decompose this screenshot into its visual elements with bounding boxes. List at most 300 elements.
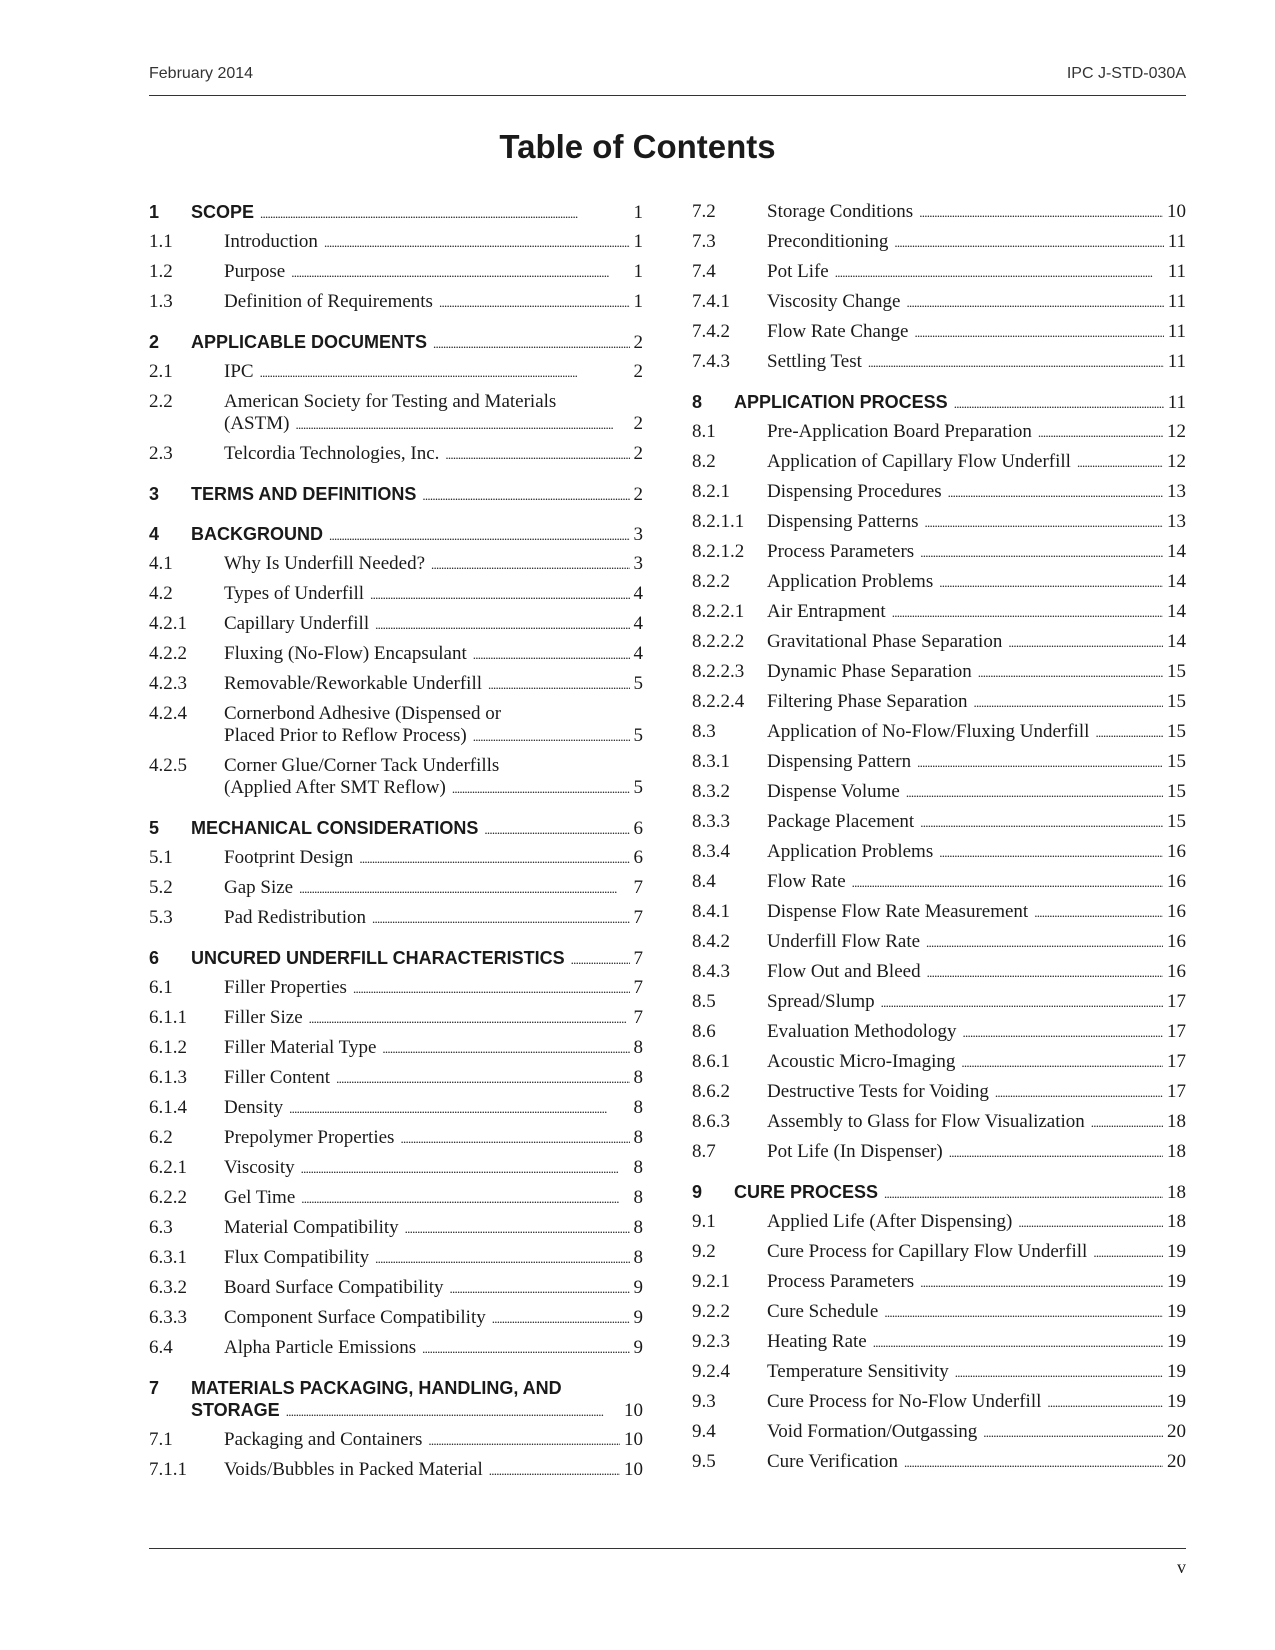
- toc-entry-number: 5: [149, 818, 160, 838]
- dot-leader: [835, 257, 1164, 288]
- toc-entry-title: Underfill Flow Rate: [767, 931, 921, 952]
- toc-entry-number: 6.2: [149, 1127, 173, 1148]
- toc-entry[interactable]: [149, 1333, 643, 1363]
- dot-leader: [920, 1267, 1163, 1298]
- toc-entry-number: 4.1: [149, 553, 173, 574]
- toc-entry-page: 11: [1167, 231, 1186, 252]
- toc-entry-page: 15: [1167, 661, 1186, 682]
- toc-entry[interactable]: [149, 1153, 643, 1183]
- toc-entry-number: 7.1.1: [149, 1459, 187, 1480]
- toc-entry[interactable]: [692, 777, 1186, 807]
- toc-entry-page: 9: [633, 1337, 643, 1358]
- toc-entry-page: 10: [624, 1429, 643, 1450]
- toc-entry[interactable]: [149, 549, 643, 579]
- toc-entry-page: 14: [1167, 541, 1186, 562]
- toc-entry[interactable]: [692, 627, 1186, 657]
- toc-entry-title: Flow Out and Bleed: [767, 961, 921, 982]
- toc-entry-number: 8.3.2: [692, 781, 730, 802]
- toc-entry-number: 4.2: [149, 583, 173, 604]
- toc-entry-title: Telcordia Technologies, Inc.: [224, 443, 440, 464]
- toc-entry[interactable]: [149, 973, 643, 1003]
- toc-entry-page: 19: [1167, 1391, 1186, 1412]
- toc-entry[interactable]: [149, 609, 643, 639]
- toc-entry[interactable]: [692, 1327, 1186, 1357]
- toc-entry-title: Why Is Underfill Needed?: [224, 553, 426, 574]
- toc-entry-title: Application Problems: [767, 841, 934, 862]
- page-header: [149, 63, 1186, 96]
- dot-leader: [995, 1077, 1163, 1108]
- toc-entry-page: 16: [1167, 931, 1186, 952]
- toc-entry-page: 8: [633, 1097, 643, 1118]
- toc-entry[interactable]: [692, 417, 1186, 447]
- toc-entry-title: Filtering Phase Separation: [767, 691, 968, 712]
- toc-entry-title: CURE PROCESS: [734, 1182, 879, 1202]
- dot-leader: [978, 657, 1163, 688]
- toc-entry-page: 7: [633, 948, 643, 969]
- toc-entry[interactable]: [692, 477, 1186, 507]
- toc-entry[interactable]: [692, 987, 1186, 1017]
- dot-leader: [359, 843, 629, 874]
- dot-leader: [260, 357, 630, 388]
- toc-entry[interactable]: [149, 1093, 643, 1123]
- toc-entry[interactable]: [692, 537, 1186, 567]
- toc-entry[interactable]: [692, 1077, 1186, 1107]
- toc-entry-page: 8: [633, 1037, 643, 1058]
- toc-entry[interactable]: [149, 1425, 643, 1455]
- toc-entry-number: 4.2.5: [149, 755, 187, 776]
- toc-entry-number: 6.1: [149, 977, 173, 998]
- toc-entry[interactable]: [692, 867, 1186, 897]
- dot-leader: [852, 867, 1163, 898]
- toc-entry-number: 8.3.1: [692, 751, 730, 772]
- dot-leader: [1095, 717, 1163, 748]
- toc-entry-number: 8.2.2.2: [692, 631, 745, 652]
- toc-entry[interactable]: [692, 317, 1186, 347]
- toc-entry-title: Destructive Tests for Voiding: [767, 1081, 989, 1102]
- toc-entry-page: 20: [1167, 1451, 1186, 1472]
- toc-entry-number: 6: [149, 948, 160, 968]
- toc-entry[interactable]: [692, 807, 1186, 837]
- toc-entry-title: Purpose: [224, 261, 286, 282]
- toc-entry-title: UNCURED UNDERFILL CHARACTERISTICS: [191, 948, 565, 968]
- toc-entry-number: 9.2.4: [692, 1361, 730, 1382]
- toc-section-entry[interactable]: [149, 327, 643, 357]
- toc-entry-number: 5.1: [149, 847, 173, 868]
- toc-entry[interactable]: [149, 1243, 643, 1273]
- dot-leader: [920, 807, 1163, 838]
- dot-leader: [924, 507, 1163, 538]
- toc-entry-page: 17: [1167, 1051, 1186, 1072]
- toc-entry[interactable]: [692, 447, 1186, 477]
- toc-entry-page: 18: [1167, 1111, 1186, 1132]
- dot-leader: [884, 1177, 1163, 1209]
- toc-entry[interactable]: [692, 1357, 1186, 1387]
- dot-leader: [571, 943, 630, 975]
- toc-entry-number: 4.2.2: [149, 643, 187, 664]
- toc-entry-number: 1.1: [149, 231, 173, 252]
- toc-entry-number: 5.3: [149, 907, 173, 928]
- toc-entry[interactable]: [149, 579, 643, 609]
- dot-leader: [920, 537, 1163, 568]
- toc-entry[interactable]: [692, 507, 1186, 537]
- toc-entry[interactable]: [692, 1417, 1186, 1447]
- toc-entry-number: 8.5: [692, 991, 716, 1012]
- toc-entry-title: Dispensing Procedures: [767, 481, 942, 502]
- toc-entry-page: 4: [633, 613, 643, 634]
- toc-entry-title: Application of Capillary Flow Underfill: [767, 451, 1071, 472]
- dot-leader: [926, 927, 1163, 958]
- toc-entry-title: Board Surface Compatibility: [224, 1277, 444, 1298]
- toc-entry[interactable]: [149, 1303, 643, 1333]
- toc-entry-title: Packaging and Containers: [224, 1429, 423, 1450]
- toc-entry-title: APPLICATION PROCESS: [734, 392, 948, 412]
- toc-entry-page: 12: [1167, 451, 1186, 472]
- dot-leader: [299, 873, 629, 904]
- dot-leader: [329, 519, 630, 551]
- toc-entry-page: 13: [1167, 481, 1186, 502]
- toc-entry-page: 8: [633, 1127, 643, 1148]
- toc-entry[interactable]: [692, 287, 1186, 317]
- toc-entry-number: 9.5: [692, 1451, 716, 1472]
- toc-entry[interactable]: [149, 1003, 643, 1033]
- toc-entry-title: TERMS AND DEFINITIONS: [191, 484, 417, 504]
- toc-entry-page: 2: [633, 361, 643, 382]
- toc-entry-title: Void Formation/Outgassing: [767, 1421, 978, 1442]
- toc-entry-title: Cure Schedule: [767, 1301, 879, 1322]
- toc-entry-page: 8: [633, 1187, 643, 1208]
- toc-entry-number: 9.2: [692, 1241, 716, 1262]
- toc-entry[interactable]: [692, 957, 1186, 987]
- dot-leader: [382, 1033, 629, 1064]
- toc-entry[interactable]: [692, 567, 1186, 597]
- dot-leader: [260, 197, 629, 229]
- toc-entry-title: Preconditioning: [767, 231, 889, 252]
- toc-entry-number: 8.3.4: [692, 841, 730, 862]
- toc-entry[interactable]: [692, 1237, 1186, 1267]
- toc-entry-page: 6: [633, 847, 643, 868]
- toc-entry-title: Cure Verification: [767, 1451, 899, 1472]
- toc-entry-number: 8.3.3: [692, 811, 730, 832]
- toc-entry-title: Application of No-Flow/Fluxing Underfill: [767, 721, 1090, 742]
- toc-entry-title: Temperature Sensitivity: [767, 1361, 949, 1382]
- toc-entry-number: 8: [692, 392, 703, 412]
- toc-entry-page: 19: [1167, 1271, 1186, 1292]
- toc-entry-page: 18: [1167, 1182, 1186, 1203]
- dot-leader: [422, 479, 629, 511]
- toc-entry-title: Dynamic Phase Separation: [767, 661, 972, 682]
- toc-entry-title: Removable/Reworkable Underfill: [224, 673, 483, 694]
- dot-leader: [1047, 1387, 1163, 1418]
- dot-leader: [873, 1327, 1163, 1358]
- toc-entry-page: 9: [633, 1277, 643, 1298]
- toc-entry-number: 8.1: [692, 421, 716, 442]
- toc-entry[interactable]: [149, 699, 643, 751]
- header-date: February 2014: [149, 65, 254, 82]
- toc-entry-page: 19: [1167, 1361, 1186, 1382]
- toc-entry[interactable]: [149, 873, 643, 903]
- dot-leader: [1008, 627, 1163, 658]
- toc-entry-number: 2.3: [149, 443, 173, 464]
- toc-entry-page: 11: [1167, 261, 1186, 282]
- toc-entry-page: 9: [633, 1307, 643, 1328]
- toc-entry-number: 8.2: [692, 451, 716, 472]
- toc-entry[interactable]: [692, 1267, 1186, 1297]
- dot-leader: [906, 287, 1163, 318]
- toc-entry-title: Storage Conditions: [767, 201, 914, 222]
- toc-entry[interactable]: [692, 897, 1186, 927]
- toc-entry-page: 2: [633, 413, 643, 434]
- toc-entry[interactable]: [149, 903, 643, 933]
- toc-entry-title: Viscosity Change: [767, 291, 901, 312]
- toc-section-entry[interactable]: [692, 387, 1186, 417]
- toc-entry-title: Definition of Requirements: [224, 291, 433, 312]
- toc-entry[interactable]: [149, 639, 643, 669]
- toc-entry-page: 1: [633, 231, 643, 252]
- toc-entry-title: APPLICABLE DOCUMENTS: [191, 332, 428, 352]
- toc-section-entry[interactable]: [149, 479, 643, 509]
- toc-entry-title: Placed Prior to Reflow Process): [224, 725, 467, 746]
- toc-entry-title: Flow Rate Change: [767, 321, 909, 342]
- toc-entry[interactable]: [149, 227, 643, 257]
- toc-entry-page: 15: [1167, 751, 1186, 772]
- toc-entry-number: 2: [149, 332, 160, 352]
- dot-leader: [1018, 1207, 1163, 1238]
- toc-entry[interactable]: [692, 927, 1186, 957]
- toc-entry-title: Filler Size: [224, 1007, 303, 1028]
- toc-entry-number: 9.2.3: [692, 1331, 730, 1352]
- toc-entry-number: 8.4: [692, 871, 716, 892]
- toc-entry[interactable]: [149, 387, 643, 439]
- dot-leader: [301, 1183, 629, 1214]
- dot-leader: [948, 477, 1163, 508]
- toc-entry-page: 11: [1167, 351, 1186, 372]
- toc-entry[interactable]: [692, 1047, 1186, 1077]
- toc-entry[interactable]: [692, 1447, 1186, 1477]
- toc-entry-title: IPC: [224, 361, 254, 382]
- toc-entry[interactable]: [149, 357, 643, 387]
- toc-entry-title: Prepolymer Properties: [224, 1127, 395, 1148]
- dot-leader: [939, 837, 1163, 868]
- toc-entry-title: Alpha Particle Emissions: [224, 1337, 417, 1358]
- toc-entry-number: 7.4: [692, 261, 716, 282]
- toc-entry-page: 14: [1167, 571, 1186, 592]
- toc-entry-number: 8.2.2: [692, 571, 730, 592]
- toc-entry-number: 7.1: [149, 1429, 173, 1450]
- toc-entry[interactable]: [692, 597, 1186, 627]
- toc-entry[interactable]: [692, 657, 1186, 687]
- toc-entry-page: 19: [1167, 1331, 1186, 1352]
- dot-leader: [324, 227, 630, 258]
- toc-entry-number: 5.2: [149, 877, 173, 898]
- toc-entry-title: Flux Compatibility: [224, 1247, 370, 1268]
- toc-entry-number: 9.3: [692, 1391, 716, 1412]
- dot-leader: [1093, 1237, 1163, 1268]
- toc-entry[interactable]: [149, 1455, 643, 1485]
- toc-entry-title: Filler Content: [224, 1067, 331, 1088]
- toc-entry-number: 4.2.3: [149, 673, 187, 694]
- dot-leader: [370, 579, 629, 610]
- toc-entry-number: 8.4.1: [692, 901, 730, 922]
- toc-entry-title: BACKGROUND: [191, 524, 323, 544]
- toc-entry-title: MECHANICAL CONSIDERATIONS: [191, 818, 479, 838]
- header-document-id: IPC J-STD-030A: [1066, 65, 1186, 82]
- toc-entry-title-line1: Corner Glue/Corner Tack Underfills: [224, 755, 500, 776]
- toc-entry-page: 17: [1167, 1081, 1186, 1102]
- toc-section-entry[interactable]: [149, 813, 643, 843]
- toc-section-entry[interactable]: [149, 943, 643, 973]
- toc-entry-title: STORAGE: [191, 1400, 280, 1420]
- toc-entry-title: Spread/Slump: [767, 991, 875, 1012]
- page-title: Table of Contents: [499, 128, 776, 165]
- toc-entry-page: 3: [633, 553, 643, 574]
- dot-leader: [939, 567, 1163, 598]
- dot-leader: [336, 1063, 629, 1094]
- toc-entry-page: 11: [1167, 392, 1186, 413]
- dot-leader: [405, 1213, 630, 1244]
- toc-entry-title: Fluxing (No-Flow) Encapsulant: [224, 643, 467, 664]
- dot-leader: [961, 1047, 1163, 1078]
- toc-entry[interactable]: [692, 1107, 1186, 1137]
- toc-entry-title: Pad Redistribution: [224, 907, 366, 928]
- toc-entry[interactable]: [692, 347, 1186, 377]
- toc-entry-title: Cure Process for No-Flow Underfill: [767, 1391, 1042, 1412]
- toc-entry-number: 8.2.1.2: [692, 541, 745, 562]
- toc-entry-number: 4.2.4: [149, 703, 187, 724]
- toc-entry[interactable]: [692, 1297, 1186, 1327]
- toc-entry-number: 1: [149, 202, 160, 222]
- toc-entry-page: 8: [633, 1247, 643, 1268]
- toc-entry[interactable]: [692, 1207, 1186, 1237]
- toc-entry-page: 4: [633, 583, 643, 604]
- dot-leader: [892, 597, 1163, 628]
- toc-entry[interactable]: [692, 197, 1186, 227]
- toc-entry-title: Package Placement: [767, 811, 915, 832]
- toc-entry-page: 10: [1167, 201, 1186, 222]
- toc-section-entry[interactable]: [149, 519, 643, 549]
- toc-entry[interactable]: [692, 257, 1186, 287]
- toc-entry[interactable]: [692, 227, 1186, 257]
- toc-entry[interactable]: [692, 747, 1186, 777]
- toc-entry-title: Pot Life: [767, 261, 829, 282]
- toc-entry[interactable]: [149, 1123, 643, 1153]
- toc-entry-title: Footprint Design: [224, 847, 354, 868]
- dot-leader: [1077, 447, 1163, 478]
- toc-entry-number: 9.2.2: [692, 1301, 730, 1322]
- toc-entry-title: Dispense Volume: [767, 781, 900, 802]
- toc-entry-page: 15: [1167, 811, 1186, 832]
- dot-leader: [949, 1137, 1163, 1168]
- toc-entry-number: 6.1.3: [149, 1067, 187, 1088]
- toc-entry-page: 17: [1167, 991, 1186, 1012]
- toc-entry[interactable]: [149, 751, 643, 803]
- toc-entry-page: 2: [633, 332, 643, 353]
- toc-entry-number: 6.1.4: [149, 1097, 187, 1118]
- toc-entry-page: 7: [633, 877, 643, 898]
- toc-entry-page: 2: [633, 484, 643, 505]
- toc-entry-number: 8.2.2.4: [692, 691, 745, 712]
- toc-entry[interactable]: [692, 687, 1186, 717]
- toc-entry[interactable]: [149, 669, 643, 699]
- toc-entry-page: 11: [1167, 291, 1186, 312]
- toc-entry-page: 16: [1167, 901, 1186, 922]
- toc-entry[interactable]: [149, 1033, 643, 1063]
- toc-section-entry[interactable]: [149, 1373, 643, 1425]
- dot-leader: [301, 1153, 630, 1184]
- toc-entry-number: 6.3.1: [149, 1247, 187, 1268]
- toc-entry-page: 7: [633, 907, 643, 928]
- toc-entry-title: Pot Life (In Dispenser): [767, 1141, 943, 1162]
- toc-entry-number: 8.6: [692, 1021, 716, 1042]
- toc-entry[interactable]: [692, 837, 1186, 867]
- toc-entry-title: Process Parameters: [767, 1271, 915, 1292]
- toc-entry[interactable]: [149, 1183, 643, 1213]
- toc-entry-title: Cure Process for Capillary Flow Underfill: [767, 1241, 1088, 1262]
- toc-entry-number: 1.3: [149, 291, 173, 312]
- toc-entry[interactable]: [149, 439, 643, 469]
- toc-section-entry[interactable]: [149, 197, 643, 227]
- toc-entry[interactable]: [149, 1213, 643, 1243]
- toc-entry-number: 8.2.2.3: [692, 661, 745, 682]
- toc-entry-number: 4: [149, 524, 160, 544]
- dot-leader: [439, 287, 630, 318]
- dot-leader: [489, 1455, 620, 1486]
- dot-leader: [422, 1333, 629, 1364]
- dot-leader: [1038, 417, 1163, 448]
- dot-leader: [372, 903, 630, 934]
- toc-entry-title: Material Compatibility: [224, 1217, 399, 1238]
- toc-entry[interactable]: [149, 287, 643, 317]
- toc-entry[interactable]: [149, 1063, 643, 1093]
- toc-entry-page: 7: [633, 977, 643, 998]
- toc-column-right: [692, 197, 1186, 1477]
- toc-entry-number: 8.3: [692, 721, 716, 742]
- toc-entry-page: 11: [1167, 321, 1186, 342]
- toc-entry-title: Dispensing Patterns: [767, 511, 919, 532]
- toc-entry-title: Voids/Bubbles in Packed Material: [224, 1459, 483, 1480]
- toc-entry[interactable]: [692, 1017, 1186, 1047]
- toc-entry-number: 8.6.1: [692, 1051, 730, 1072]
- toc-entry[interactable]: [692, 717, 1186, 747]
- toc-entry-number: 6.4: [149, 1337, 173, 1358]
- toc-entry-number: 1.2: [149, 261, 173, 282]
- toc-entry[interactable]: [149, 257, 643, 287]
- dot-leader: [884, 1297, 1163, 1328]
- toc-entry-page: 16: [1167, 841, 1186, 862]
- toc-entry[interactable]: [692, 1387, 1186, 1417]
- toc-entry-page: 13: [1167, 511, 1186, 532]
- toc-entry[interactable]: [149, 843, 643, 873]
- dot-leader: [289, 1093, 629, 1124]
- toc-entry-title: Dispense Flow Rate Measurement: [767, 901, 1029, 922]
- toc-entry-number: 8.2.1: [692, 481, 730, 502]
- toc-entry-title: Types of Underfill: [224, 583, 365, 604]
- dot-leader: [433, 327, 629, 359]
- dot-leader: [473, 639, 630, 670]
- toc-entry-title-line1: MATERIALS PACKAGING, HANDLING, AND: [191, 1378, 562, 1398]
- toc-column-left: [149, 197, 643, 1485]
- toc-entry-title: (Applied After SMT Reflow): [224, 777, 446, 798]
- toc-entry[interactable]: [692, 1137, 1186, 1167]
- toc-entry-number: 6.2.1: [149, 1157, 187, 1178]
- toc-entry-number: 8.4.3: [692, 961, 730, 982]
- toc-section-entry[interactable]: [692, 1177, 1186, 1207]
- dot-leader: [488, 669, 629, 700]
- dot-leader: [906, 777, 1163, 808]
- toc-entry-number: 8.4.2: [692, 931, 730, 952]
- toc-entry-title: Filler Material Type: [224, 1037, 377, 1058]
- toc-entry[interactable]: [149, 1273, 643, 1303]
- toc-entry-number: 6.3: [149, 1217, 173, 1238]
